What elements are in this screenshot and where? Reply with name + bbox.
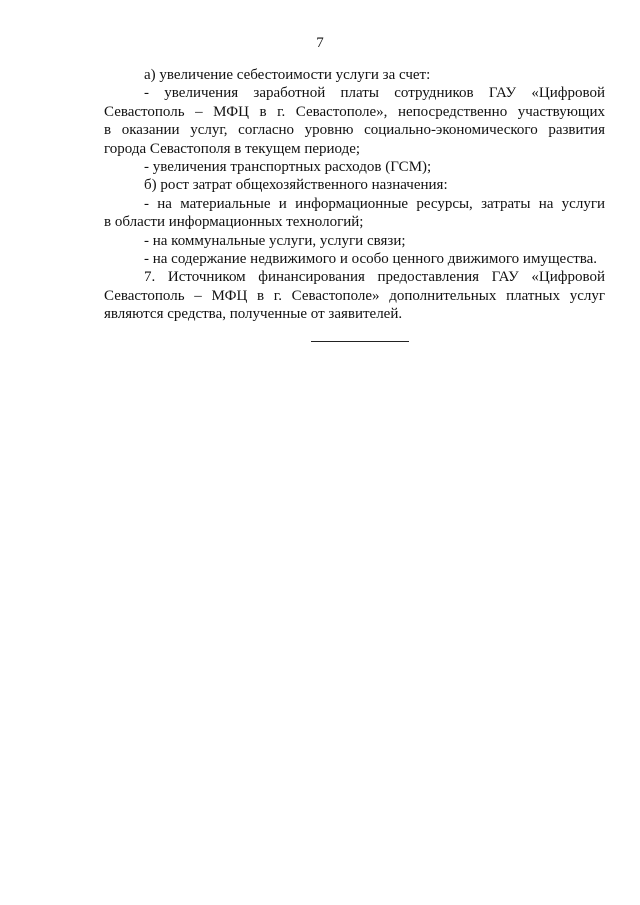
text-line: в области информационных технологий;: [104, 214, 364, 231]
text-line: - на коммунальные услуги, услуги связи;: [144, 232, 406, 249]
text-line: - на материальные и информационные ресурсы, затраты на услуги: [144, 195, 605, 212]
text-line: в оказании услуг, согласно уровню социально-экономического развития: [104, 122, 605, 139]
text-line: а) увеличение себестоимости услуги за счет:: [144, 67, 431, 83]
text-line: - увеличения транспортных расходов (ГСМ);: [144, 158, 432, 175]
text-line: 7. Источником финансирования предоставления ГАУ «Цифровой: [144, 269, 605, 286]
text-line: являются средства, полученные от заявителей.: [104, 306, 403, 323]
end-of-text-rule: [311, 341, 409, 342]
text-line: Севастополь – МФЦ в г. Севастополе», непосредственно участвующих: [104, 103, 605, 120]
text-line: города Севастополя в текущем периоде;: [104, 140, 361, 157]
text-line: Севастополь – МФЦ в г. Севастополе» дополнительных платных услуг: [104, 287, 605, 304]
text-line: б) рост затрат общехозяйственного назначения:: [144, 177, 448, 194]
text-line: - увеличения заработной платы сотрудников ГАУ «Цифровой: [144, 85, 605, 102]
text-line: - на содержание недвижимого и особо ценного движимого имущества.: [144, 250, 598, 267]
page-number: 7: [316, 35, 324, 51]
document-body: [104, 66, 605, 323]
